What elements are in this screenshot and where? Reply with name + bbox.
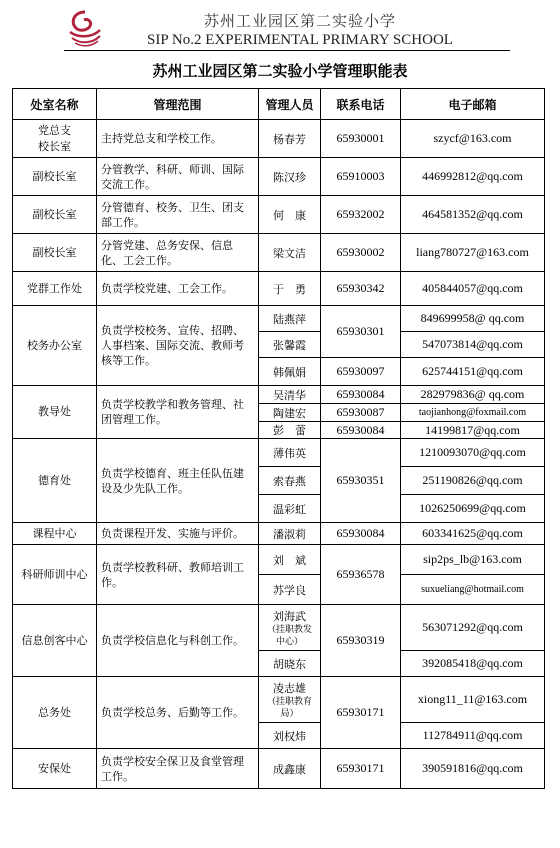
dept-cell: 课程中心 [13, 523, 97, 545]
person-name: 刘海武 [273, 609, 306, 623]
table-row [13, 523, 545, 545]
person-name: 刘权炜 [273, 729, 306, 743]
email-cell: sip2ps_lb@163.com [401, 545, 545, 575]
email-cell: liang780727@163.com [401, 234, 545, 272]
person-note: （挂职教发中心） [266, 624, 312, 647]
school-name-cn: 苏州工业园区第二实验小学 [203, 12, 396, 30]
email-cell: 251190826@qq.com [401, 467, 545, 495]
phone-cell: 65930087 [321, 404, 401, 422]
person-name-cell [259, 404, 321, 422]
dept-cell: 党群工作处 [13, 272, 97, 306]
person-name: 杨春芳 [273, 132, 306, 146]
person-name: 何 康 [273, 208, 306, 222]
phone-cell: 65936578 [321, 545, 401, 605]
email-cell: 392085418@qq.com [401, 651, 545, 677]
dept-cell: 德育处 [13, 439, 97, 523]
person-name: 温彩虹 [273, 502, 306, 516]
scope-cell: 分管德育、校务、卫生、团支部工作。 [97, 196, 259, 234]
scope-cell: 负责学校德育、班主任队伍建设及少先队工作。 [97, 439, 259, 523]
table-row [13, 749, 545, 789]
phone-cell: 65930351 [321, 439, 401, 523]
person-name-cell [259, 723, 321, 749]
header-divider [64, 50, 510, 51]
email-cell: 390591816@qq.com [401, 749, 545, 789]
phone-cell: 65930001 [321, 120, 401, 158]
phone-cell: 65932002 [321, 196, 401, 234]
email-cell: 603341625@qq.com [401, 523, 545, 545]
person-name: 胡晓东 [273, 657, 306, 671]
email-cell: 282979836@ qq.com [401, 386, 545, 404]
person-name-cell [259, 439, 321, 467]
dept-cell: 副校长室 [13, 158, 97, 196]
management-table [12, 88, 545, 789]
person-name-cell [259, 545, 321, 575]
email-cell: 1026250699@qq.com [401, 495, 545, 523]
phone-cell: 65930097 [321, 358, 401, 386]
person-name-cell [259, 495, 321, 523]
person-name: 梁文洁 [273, 246, 306, 260]
email-cell: 849699958@ qq.com [401, 306, 545, 332]
email-cell: 464581352@qq.com [401, 196, 545, 234]
person-name-cell [259, 575, 321, 605]
email-cell: szycf@163.com [401, 120, 545, 158]
person-name-cell [259, 234, 321, 272]
school-name-en: SIP No.2 EXPERIMENTAL PRIMARY SCHOOL [147, 32, 453, 48]
email-cell: taojianhong@foxmail.com [401, 404, 545, 422]
email-cell: 14199817@qq.com [401, 422, 545, 439]
document-header [0, 0, 560, 56]
dept-cell: 科研师训中心 [13, 545, 97, 605]
person-name-cell [259, 120, 321, 158]
email-cell: 405844057@qq.com [401, 272, 545, 306]
person-name: 刘 斌 [273, 553, 306, 567]
person-name: 张馨霞 [273, 338, 306, 352]
table-row [13, 545, 545, 575]
person-name: 于 勇 [273, 282, 306, 296]
phone-cell: 65930171 [321, 677, 401, 749]
table-row [13, 677, 545, 723]
person-name-cell [259, 272, 321, 306]
person-name: 吴清华 [273, 388, 306, 402]
table-row [13, 605, 545, 651]
scope-cell: 分管党建、总务安保、信息化、工会工作。 [97, 234, 259, 272]
person-name-cell [259, 422, 321, 439]
email-cell: 547073814@qq.com [401, 332, 545, 358]
person-name-cell [259, 158, 321, 196]
person-name: 凌志雄 [273, 681, 306, 695]
phone-cell: 65930084 [321, 386, 401, 404]
dept-cell: 总务处 [13, 677, 97, 749]
dept-cell: 党总支 校长室 [13, 120, 97, 158]
email-cell: suxueliang@hotmail.com [401, 575, 545, 605]
person-name-cell [259, 605, 321, 651]
scope-cell: 负责学校校务、宣传、招聘、人事档案、国际交流、教师考核等工作。 [97, 306, 259, 386]
person-name-cell [259, 467, 321, 495]
email-cell: 625744151@qq.com [401, 358, 545, 386]
table-body [13, 120, 545, 789]
phone-cell: 65910003 [321, 158, 401, 196]
email-cell: 1210093070@qq.com [401, 439, 545, 467]
table-row [13, 196, 545, 234]
person-name: 陆燕萍 [273, 312, 306, 326]
scope-cell: 负责学校教学和教务管理、社团管理工作。 [97, 386, 259, 439]
dept-cell: 校务办公室 [13, 306, 97, 386]
scope-cell: 负责课程开发、实施与评价。 [97, 523, 259, 545]
phone-cell: 65930171 [321, 749, 401, 789]
person-name: 陈汉珍 [273, 170, 306, 184]
phone-cell: 65930319 [321, 605, 401, 677]
person-note: （挂职教育局） [266, 696, 312, 719]
table-row [13, 386, 545, 404]
table-header-row [13, 89, 545, 120]
page-title: 苏州工业园区第二实验小学管理职能表 [152, 62, 408, 80]
person-name-cell [259, 677, 321, 723]
person-name: 索春燕 [273, 474, 306, 488]
dept-cell: 副校长室 [13, 196, 97, 234]
person-name-cell [259, 749, 321, 789]
person-name: 潘淑莉 [273, 527, 306, 541]
phone-cell: 65930002 [321, 234, 401, 272]
scope-cell: 分管教学、科研、师训、国际交流工作。 [97, 158, 259, 196]
column-header: 管理人员 [259, 89, 321, 120]
person-name: 薄伟英 [273, 446, 306, 460]
person-name-cell [259, 196, 321, 234]
phone-cell: 65930301 [321, 306, 401, 358]
person-name: 韩佩娟 [273, 365, 306, 379]
column-header: 电子邮箱 [401, 89, 545, 120]
school-logo-icon [66, 8, 104, 48]
table-row [13, 272, 545, 306]
email-cell: 563071292@qq.com [401, 605, 545, 651]
scope-cell: 负责学校总务、后勤等工作。 [97, 677, 259, 749]
person-name: 成鑫康 [273, 762, 306, 776]
dept-cell: 教导处 [13, 386, 97, 439]
person-name: 彭 蕾 [273, 424, 306, 437]
table-row [13, 234, 545, 272]
person-name-cell [259, 651, 321, 677]
person-name: 苏学良 [273, 583, 306, 597]
column-header: 处室名称 [13, 89, 97, 120]
phone-cell: 65930084 [321, 422, 401, 439]
table-row [13, 158, 545, 196]
person-name-cell [259, 523, 321, 545]
phone-cell: 65930342 [321, 272, 401, 306]
email-cell: xiong11_11@163.com [401, 677, 545, 723]
dept-cell: 安保处 [13, 749, 97, 789]
scope-cell: 负责学校党建、工会工作。 [97, 272, 259, 306]
phone-cell: 65930084 [321, 523, 401, 545]
scope-cell: 负责学校安全保卫及食堂管理工作。 [97, 749, 259, 789]
dept-cell: 信息创客中心 [13, 605, 97, 677]
person-name-cell [259, 386, 321, 404]
email-cell: 112784911@qq.com [401, 723, 545, 749]
person-name-cell [259, 332, 321, 358]
scope-cell: 主持党总支和学校工作。 [97, 120, 259, 158]
email-cell: 446992812@qq.com [401, 158, 545, 196]
column-header: 管理范围 [97, 89, 259, 120]
person-name-cell [259, 306, 321, 332]
column-header: 联系电话 [321, 89, 401, 120]
table-row [13, 439, 545, 467]
person-name: 陶建宏 [273, 406, 306, 420]
table-row [13, 120, 545, 158]
person-name-cell [259, 358, 321, 386]
table-row [13, 306, 545, 332]
scope-cell: 负责学校教科研、教师培训工作。 [97, 545, 259, 605]
dept-cell: 副校长室 [13, 234, 97, 272]
scope-cell: 负责学校信息化与科创工作。 [97, 605, 259, 677]
